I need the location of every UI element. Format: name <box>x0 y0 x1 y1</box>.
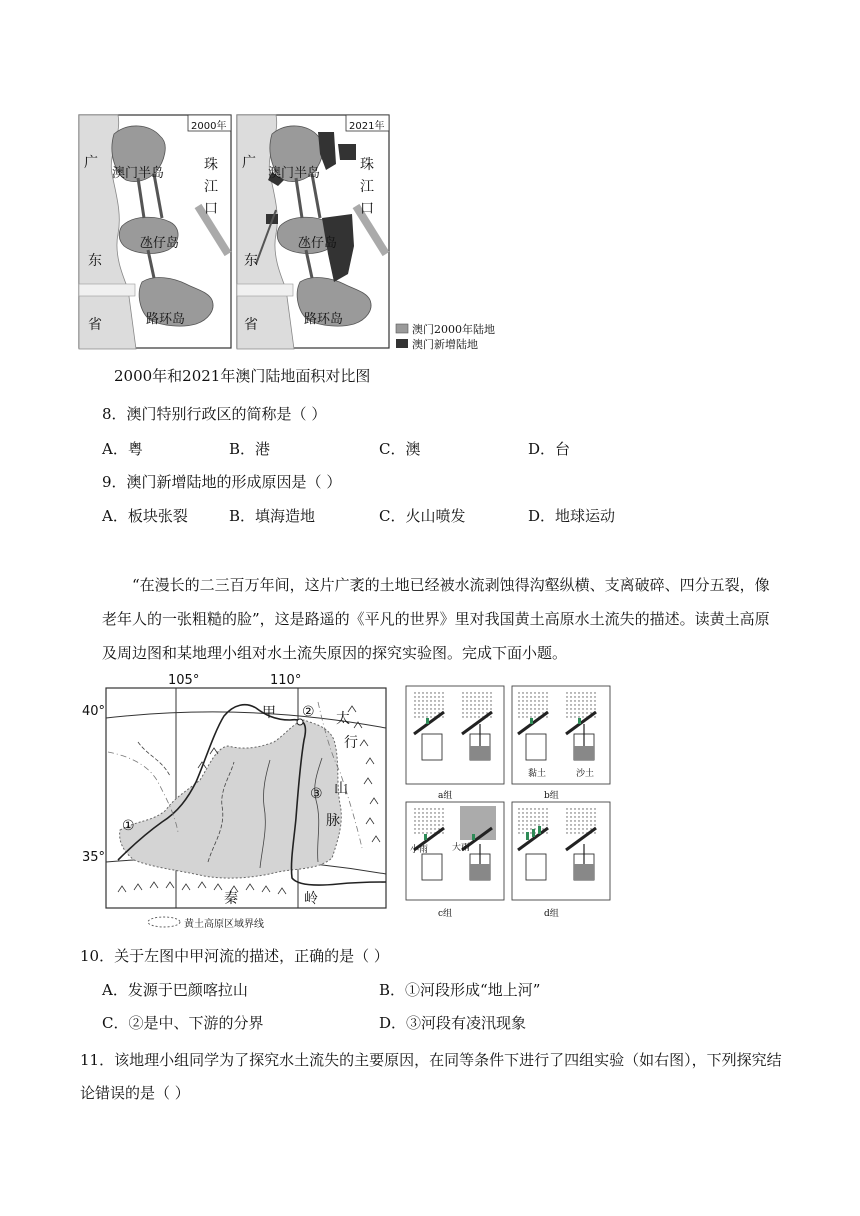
q10-option-c[interactable]: C．②是中、下游的分界 <box>102 1014 264 1032</box>
label-qin: 秦 <box>224 891 238 907</box>
group-d <box>512 802 610 900</box>
lat-label-40: 40° <box>82 704 106 719</box>
q9-option-c[interactable]: C．火山喷发 <box>379 507 466 525</box>
label-mai: 脉 <box>326 813 340 829</box>
legend-swatch-new <box>396 339 408 348</box>
label-shan: 山 <box>334 781 348 797</box>
label-zhu-left: 珠 <box>204 157 218 173</box>
macau-map-figure <box>78 114 508 354</box>
label-sheng-right: 省 <box>244 317 258 333</box>
map-legend-label: 黄土高原区域界线 <box>184 919 264 930</box>
experiment-figure <box>402 684 614 920</box>
question-11-stem: 11．该地理小组同学为了探究水土流失的主要原因，在同等条件下进行了四组实验（如右图），下列探究结论错误的是（ ） <box>80 1051 782 1102</box>
heavy-rain-label: 大雨 <box>452 843 471 853</box>
label-taipa-right: 氹仔岛 <box>298 236 338 251</box>
legend-label-new: 澳门新增陆地 <box>412 338 478 351</box>
q8-option-b[interactable]: B．港 <box>229 440 271 458</box>
label-guang-right: 广 <box>242 155 256 171</box>
q8-option-d[interactable]: D．台 <box>528 440 571 458</box>
group-b <box>512 686 610 784</box>
q10-option-d[interactable]: D．③河段有凌汛现象 <box>379 1014 527 1032</box>
group-b-label: b组 <box>544 791 559 801</box>
figure1-caption: 2000年和2021年澳门陆地面积对比图 <box>114 367 371 385</box>
year-label-2021: 2021年 <box>349 121 385 132</box>
label-zhu-right: 珠 <box>360 157 374 173</box>
q9-option-d[interactable]: D．地球运动 <box>528 507 616 525</box>
legend-swatch-2000 <box>396 324 408 333</box>
label-hang: 行 <box>344 735 358 751</box>
question-9-stem: 9．澳门新增陆地的形成原因是（ ） <box>102 473 342 491</box>
label-tai: 太 <box>336 711 350 727</box>
label-kou-right: 口 <box>360 201 374 217</box>
label-kou-left: 口 <box>204 201 218 217</box>
loess-plateau-map <box>78 672 398 930</box>
question-10-stem: 10．关于左图中甲河流的描述，正确的是（ ） <box>80 947 389 965</box>
label-jia: 甲 <box>262 705 276 721</box>
lon-label-110: 110° <box>270 673 302 688</box>
label-taipa-left: 氹仔岛 <box>140 236 180 251</box>
label-guang-left: 广 <box>84 155 98 171</box>
label-coloane-right: 路环岛 <box>304 312 344 327</box>
label-circle-2: ② <box>302 704 315 720</box>
label-circle-3: ③ <box>310 786 323 802</box>
clay-label: 黏土 <box>528 769 547 779</box>
q8-option-c[interactable]: C．澳 <box>379 440 421 458</box>
label-dong-right: 东 <box>244 253 258 269</box>
q8-option-a[interactable]: A．粤 <box>102 440 143 458</box>
lon-label-105: 105° <box>168 673 200 688</box>
label-jiang-right: 江 <box>360 179 374 195</box>
light-rain-label: 小雨 <box>410 845 429 855</box>
lat-label-35: 35° <box>82 850 106 865</box>
group-a <box>406 686 504 784</box>
label-circle-1: ① <box>122 818 135 834</box>
label-jiang-left: 江 <box>204 179 218 195</box>
reading-passage: “在漫长的二三百万年间，这片广袤的土地已经被水流剥蚀得沟壑纵横、支离破碎、四分五裂，像老年人的一张粗糙的脸”，这是路遥的《平凡的世界》里对我国黄土高原水土流失的描述。读黄土高原及周边图和某地理小组对水土流失原因的探究实验图。完成下面小题。 <box>102 576 770 662</box>
group-a-label: a组 <box>438 791 453 801</box>
legend-label-2000: 澳门2000年陆地 <box>412 323 495 336</box>
loess-map-svg <box>78 672 398 930</box>
group-d-label: d组 <box>544 909 559 919</box>
label-peninsula-right: 澳门半岛 <box>268 166 321 181</box>
experiment-svg <box>402 684 614 920</box>
label-ling: 岭 <box>304 891 318 907</box>
label-dong-left: 东 <box>88 253 102 269</box>
q9-option-a[interactable]: A．板块张裂 <box>102 507 188 525</box>
label-peninsula-left: 澳门半岛 <box>112 166 165 181</box>
question-8-stem: 8．澳门特别行政区的简称是（ ） <box>102 405 327 423</box>
q10-option-b[interactable]: B．①河段形成“地上河” <box>379 981 541 999</box>
group-c-label: c组 <box>438 909 453 919</box>
sand-label: 沙土 <box>576 769 595 779</box>
label-sheng-left: 省 <box>88 317 102 333</box>
q10-option-a[interactable]: A．发源于巴颜喀拉山 <box>102 981 248 999</box>
year-label-2000: 2000年 <box>191 121 227 132</box>
label-coloane-left: 路环岛 <box>146 312 186 327</box>
q9-option-b[interactable]: B．填海造地 <box>229 507 316 525</box>
